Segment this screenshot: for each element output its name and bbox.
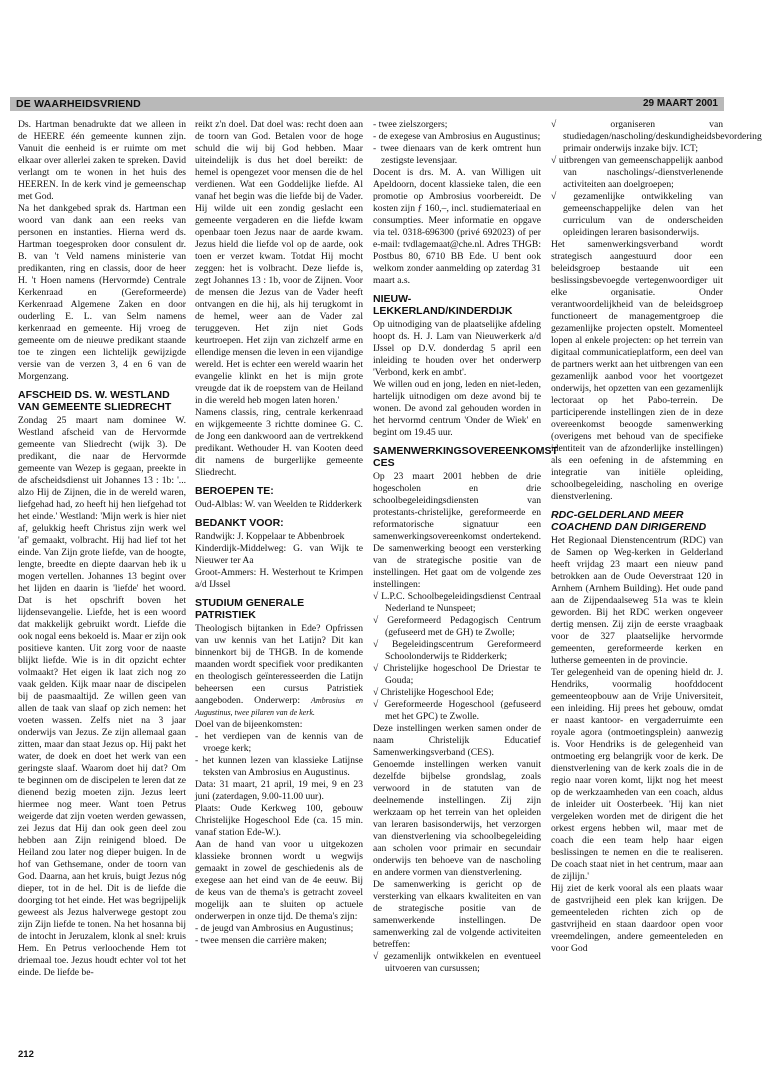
paragraph: Plaats: Oude Kerkweg 100, gebouw Christelijke Hogeschool Ede (ca. 15 min. vanaf station Ede-W.). (195, 803, 363, 838)
page-number: 212 (18, 1049, 34, 1060)
column-3 (373, 119, 558, 1061)
section-heading: BEDANKT VOOR: (195, 517, 284, 529)
list (373, 119, 541, 167)
paragraph-text: Theologisch bijtanken in Ede? Opfrissen van uw kennis van het Latijn? Dit kan binnenkort bij de THGB. In de komende maanden wordt specifiek voor predikanten en theologisch geïnteresseerden die Latijn beheersen een cursus Patristiek aangeboden. Onderwerp: (195, 623, 363, 706)
course-subject: Ambrosius en Augustinus, twee pilaren van de kerk. (195, 696, 364, 717)
list-item: - de exegese van Ambrosius en Augustinus; (373, 131, 541, 143)
list-item: - het kunnen lezen van klassieke Latijnse teksten van Ambrosius en Augustinus. (195, 755, 363, 779)
paragraph: Het Regionaal Dienstencentrum (RDC) van de Samen op Weg-kerken in Gelderland heeft vrijdag 23 maart een nieuw pand betrokken aan de Oude Oeverstraat 120 in Arnhem (Arnhem Building). Het oude pand aan de Zijpendaalseweg 51a was te klein geworden. Bij het RDC werken ongeveer dertig mensen. Zij zijn de eerste vraagbaak voor de 327 plaatselijke hervormde gemeenten, gereformeerde kerken en lutherse gemeenten in de provincie. (551, 535, 723, 666)
paragraph: Ter gelegenheid van de opening hield dr. J. Hendriks, voormalig hoofddocent gemeenteopbouw aan de Vrije Universiteit, een inleiding. Hij prees het gebouw, omdat er naast kantoor- en vergaderruimte een royale agora (ontmoetingsplein) aanwezig is. Voor Hendriks is de gelegenheid van ontmoeting erg belangrijk voor de kerk. De dienstverlening van de kerk zoals die in de regio naar voren komt, lijkt nog het meest op de werkzaamheden van een coach, aldus de inleider uit Oosterbeek. 'Hij kan niet vergeleken worden met de dirigent die het orkest ergens hebben wil, maar met de coach die een team help haar eigen beslissingen te nemen en die te realiseren. De coach staat niet in het centrum, maar aan de zijlijn.' (551, 667, 723, 882)
section-heading: NIEUW-LEKKERLAND/KINDERDIJK (373, 293, 513, 317)
paragraph: De samenwerking is gericht op de versterking van elkaars kwaliteiten en van de strategische positie van de samenwerkende instellingen. De samenwerking zal de volgende activiteiten betreffen: (373, 879, 541, 950)
list (195, 731, 363, 779)
list-item: √ L.P.C. Schoolbegeleidingsdienst Centraal Nederland te Nunspeet; (373, 591, 541, 615)
section-heading: RDC-GELDERLAND MEER COACHEND DAN DIRIGEREND (551, 509, 707, 533)
list-item: √ gezamenlijk ontwikkelen en eventueel uitvoeren van cursussen; (373, 951, 541, 975)
paragraph: Data: 31 maart, 21 april, 19 mei, 9 en 23 juni (zaterdagen, 9.00-11.00 uur). (195, 779, 363, 802)
paragraph (195, 623, 363, 719)
section-heading: BEROEPEN TE: (195, 485, 274, 497)
checklist (373, 591, 541, 723)
column-4 (551, 119, 762, 1061)
paragraph: Het samenwerkingsverband wordt strategisch aangestuurd door een beleidsgroep bestaande uit een beslissingsbevoegde vertegenwoordiger uit elke organisatie. Onder verantwoordelijkheid van de beleidsgroep functioneert de managementgroep die gezamenlijke projecten opstelt. Momenteel lopen al enkele projecten: op het terrein van digitaal communicatieplatform, een deel van de partners werkt aan het uitbrengen van een gezamenlijk aanbod voor het voortgezet onderwijs, het opzetten van een gezamenlijk lectoraat op het Pabo-terrein. De participerende instellingen zien de in deze overeenkomst beoogde samenwerking (overigens met behoud van de specifieke identiteit van de afzonderlijke instellingen) als een oefening in de afstemming en integratie van initiële opleiding, schoolbegeleiding, nascholing en overige dienstverlening. (551, 239, 723, 502)
list-item: - de jeugd van Ambrosius en Augustinus; (195, 923, 363, 935)
checklist (373, 951, 541, 975)
paragraph: Deze instellingen werken samen onder de naam Christelijk Educatief Samenwerkingsverband (CES). (373, 723, 541, 758)
list-item: √ Begeleidingscentrum Gereformeerd Schoolonderwijs te Ridderkerk; (373, 639, 541, 663)
section-heading: STUDIUM GENERALE PATRISTIEK (195, 597, 305, 621)
paragraph: Doel van de bijeenkomsten: (195, 719, 303, 730)
paragraph: Docent is drs. M. A. van Willigen uit Apeldoorn, docent klassieke talen, die een promotie op Ambrosius voorbereidt. De kosten zijn ƒ 160,–, incl. studiemateriaal en consumpties. Meer informatie en opgave via tel. 0318-696300 (privé 692023) of per e-mail: tvdlagemaat@che.nl. Adres THGB: Postbus 80, 6710 BB Ede. U bent ook welkom zonder aanmelding op zaterdag 31 maart a.s. (373, 167, 541, 286)
list-item: √ Gereformeerd Pedagogisch Centrum (gefuseerd met de GH) te Zwolle; (373, 615, 541, 639)
list-item: √ Christelijke Hogeschool Ede; (373, 687, 541, 699)
page-header (10, 97, 724, 111)
paragraph: Ds. Hartman benadrukte dat we alleen in de HEERE één gemeente kunnen zijn. Vanuit die eenheid is er ruimte om met elkaar over allerlei zaken te spreken. David verlangt om te wonen in het huis des HEEREN. In de kerk vind je gemeenschap met God. (18, 119, 186, 202)
paragraph: Oud-Alblas: W. van Weelden te Ridderkerk (195, 499, 362, 510)
list-item: √ Gereformeerde Hogeschool (gefuseerd met het GPC) te Zwolle. (373, 699, 541, 723)
checklist (551, 119, 762, 239)
column-2 (195, 119, 363, 1061)
list-item: - twee mensen die carrière maken; (195, 935, 363, 947)
list-item: - twee zielszorgers; (373, 119, 541, 131)
paragraph: We willen oud en jong, leden en niet-leden, hartelijk uitnodigen om deze avond bij te wonen. De avond zal gehouden worden in het hervormd centrum 'Onder de Wiek' en begint om 19.45 uur. (373, 379, 541, 438)
list-item: - het verdiepen van de kennis van de vroege kerk; (195, 731, 363, 755)
issue-date: 29 MAART 2001 (642, 98, 718, 109)
paragraph: Op 23 maart 2001 hebben de drie hogescholen en drie schoolbegeleidingsdiensten van protestants-christelijke, gereformeerde en reformatorische signatuur een samenwerkingsovereenkomst ondertekend. De samenwerking beoogt een versterking van de strategische positie van de instellingen. Het gaat om de volgende zes instellingen: (373, 471, 541, 590)
publication-title: DE WAARHEIDSVRIEND (16, 98, 141, 110)
paragraph: Zondag 25 maart nam dominee W. Westland afscheid van de Hervormde gemeente van Sliedrecht (wijk 3). De predikant, die naar de Hervormde gemeente van Wezep is gegaan, preekte in de afscheidsdienst uit Johannes 13 : 1b: '... alzo Hij de Zijnen, die in de wereld waren, liefgehad had, zo heeft hij hen liefgehad tot het einde.' Westland: 'Mijn werk is hier niet af, gelukkig heeft Christus zijn werk wel 'af' gemaakt, volbracht. Hij had lief tot het einde. Van Zijn grote liefde, van de hoogte, lengte, breedte en diepte daarvan heb ik u mogen vertellen. Johannes 13 begint over het lijden en daarin is 'liefde' het woord. Dat is het opschrift boven het lijdensevangelie. Liefde, het is een woord dat makkelijk gebruikt wordt. Liefde die ook nogal eens bekoeld is. Maar er zijn ook positieve kanten. Uit zorg voor de naaste blijkt liefde. Wie is in dit opzicht echter volmaakt? Het eigen ik laat zich nog zo vaak gelden. Kijk maar naar de discipelen bij de paasmaaltijd. Ze willen geen van allen de taak van slaaf op zich nemen: het voeten wassen. Zelfs niet na 3 jaar onderwijs van Jezus. Ze zijn allemaal gaan zitten, maar dan staat Jezus op. Hij pakt het water, de doek en doet het werk van een geringste slaaf. Waarom doet hij dat? Om te beginnen om de discipelen te leren dat ze dienend bezig moeten zijn. Jezus leert hiermee nog meer. Want toen Petrus weigerde dat zijn voeten werden gewassen, zei Jezus dat Hij dan ook geen deel zou hebben aan Zijn reinigend bloed. De Heiland zou later nog dieper buigen. In de hof van Gethsemane, onder de toorn van God. Daarna, aan het kruis, buigt Jezus nóg dieper, tot in de hel. Dit is de liefde die doorging tot het einde. Het was begrijpelijk geweest als Jezus halverwege gestopt zou zijn Zijn liefde te tonen. Na het hosanna bij de intocht in Jeruzalem, klonk al snel: kruis Hem. En Petrus verloochende Hem tot driemaal toe. Jezus houdt echter vol tot het einde. De liefde be- (18, 415, 186, 978)
list-item: √ organiseren van studiedagen/nascholing/deskundigheidsbevordering primair onderwijs inzake bijv. ICT; (551, 119, 723, 155)
section-heading: SAMENWERKINGSOVEREENKOMST CES (373, 445, 558, 469)
paragraph: Groot-Ammers: H. Westerhout te Krimpen a/d IJssel (195, 567, 363, 590)
list-item: - twee dienaars van de kerk omtrent hun zestigste levensjaar. (373, 143, 541, 167)
list-item: √ Christelijke hogeschool De Driestar te Gouda; (373, 663, 541, 687)
paragraph: Na het dankgebed sprak ds. Hartman een woord van dank aan een reeks van personen en instanties. Hierna werd ds. Hartman toegesproken door consulent dr. B. van 't Veld namens ministerie van predikanten, ring en classis, door de heer H. 't Hoen namens (Hervormde) Centrale Kerkenraad en (Gereformeerde) Kerkenraad Algemene Zaken en door ouderling E. L. van Selm namens kerkenraad en gemeente. Hij vroeg de gemeente om de nieuwe predikant staande toe te zingen een lichtelijk gewijzigde versie van de verzen 3, 4 en 6 van de Morgenzang. (18, 203, 186, 382)
column-1 (18, 119, 186, 1061)
paragraph: reikt z'n doel. Dat doel was: recht doen aan de toorn van God. Betalen voor de hoge schuld die wij bij God hebben. Maar uiteindelijk is dus het doel bereikt: de hemel is opengezet voor mensen die de hel verdienen. Wat een Goddelijke liefde. Al vanaf het begin was die liefde bij de Vader. Hij wilde uit een zondig geslacht een gemeente vergaderen en die liefde kwam openbaar toen Jezus naar de aarde kwam. Jezus hield die liefde vol op de aarde, ook toen er verzet kwam. Totdat Hij mocht zeggen: het is volbracht. Deze liefde is, zegt Johannes 13 : 1b, voor de Zijnen. Voor de mensen die Jezus van de Vader heeft ontvangen en die hij, als hij terugkomt in de hemel, weer aan de Vader zal teruggeven. Het zijn niet Gods keurtroepen. Het zijn van zichzelf arme en ellendige mensen die leven in een vijandige wereld. Het is echter een wereld waarin het evangelie klinkt en het is mijn grote vreugde dat ik de roepstem van de Heiland in die wereld heb mogen laten horen.' (195, 119, 363, 406)
paragraph: Aan de hand van voor u uitgekozen klassieke bronnen wordt u wegwijs gemaakt in zowel de geschiedenis als de exegese aan het eind van de 4e eeuw. Bij de keus van de thema's is getracht zoveel mogelijk aan te sluiten op actuele onderwerpen in onze tijd. De thema's zijn: (195, 839, 363, 922)
list-item: √ uitbrengen van gemeenschappelijk aanbod van nascholings/-dienstverlenende activiteiten aan doelgroepen; (551, 155, 723, 191)
paragraph: Kinderdijk-Middelweg: G. van Wijk te Nieuwer ter Aa (195, 543, 363, 566)
section-heading: AFSCHEID DS. W. WESTLAND VAN GEMEENTE SLIEDRECHT (18, 389, 172, 413)
paragraph: Genoemde instellingen werken vanuit dezelfde bijbelse grondslag, zoals verwoord in de statuten van de deelnemende instellingen. Zij zijn werkzaam op het terrein van het opleiden van leraren basisonderwijs, het verzorgen van dienstverlening via schoolbegeleiding aan scholen voor primair en secundair onderwijs ten behoeve van de nascholing en andere vormen van dienstverlening. (373, 759, 541, 878)
paragraph: Op uitnodiging van de plaatselijke afdeling hoopt ds. H. J. Lam van Nieuwerkerk a/d IJssel op D.V. donderdag 5 april een inleiding te houden over het onderwerp 'Verbond, kerk en ambt'. (373, 319, 541, 378)
list-item: √ gezamenlijke ontwikkeling van gemeenschappelijke delen van het curriculum van de onderscheiden opleidingen leraren basisonderwijs. (551, 191, 723, 239)
list (195, 923, 363, 947)
paragraph: Namens classis, ring, centrale kerkenraad en wijkgemeente 3 richtte dominee G. C. de Jong een dankwoord aan de vertrekkend predikant. Wethouder H. van Kooten deed dit namens de burgerlijke gemeente Sliedrecht. (195, 407, 363, 478)
paragraph: Randwijk: J. Koppelaar te Abbenbroek (195, 531, 345, 542)
paragraph: Hij ziet de kerk vooral als een plaats waar de gastvrijheid een plek kan krijgen. De gemeenteleden richten zich op de gastvrijheid en staan daardoor open voor vreemdelingen, andere gemeenteleden en voor God (551, 883, 723, 954)
